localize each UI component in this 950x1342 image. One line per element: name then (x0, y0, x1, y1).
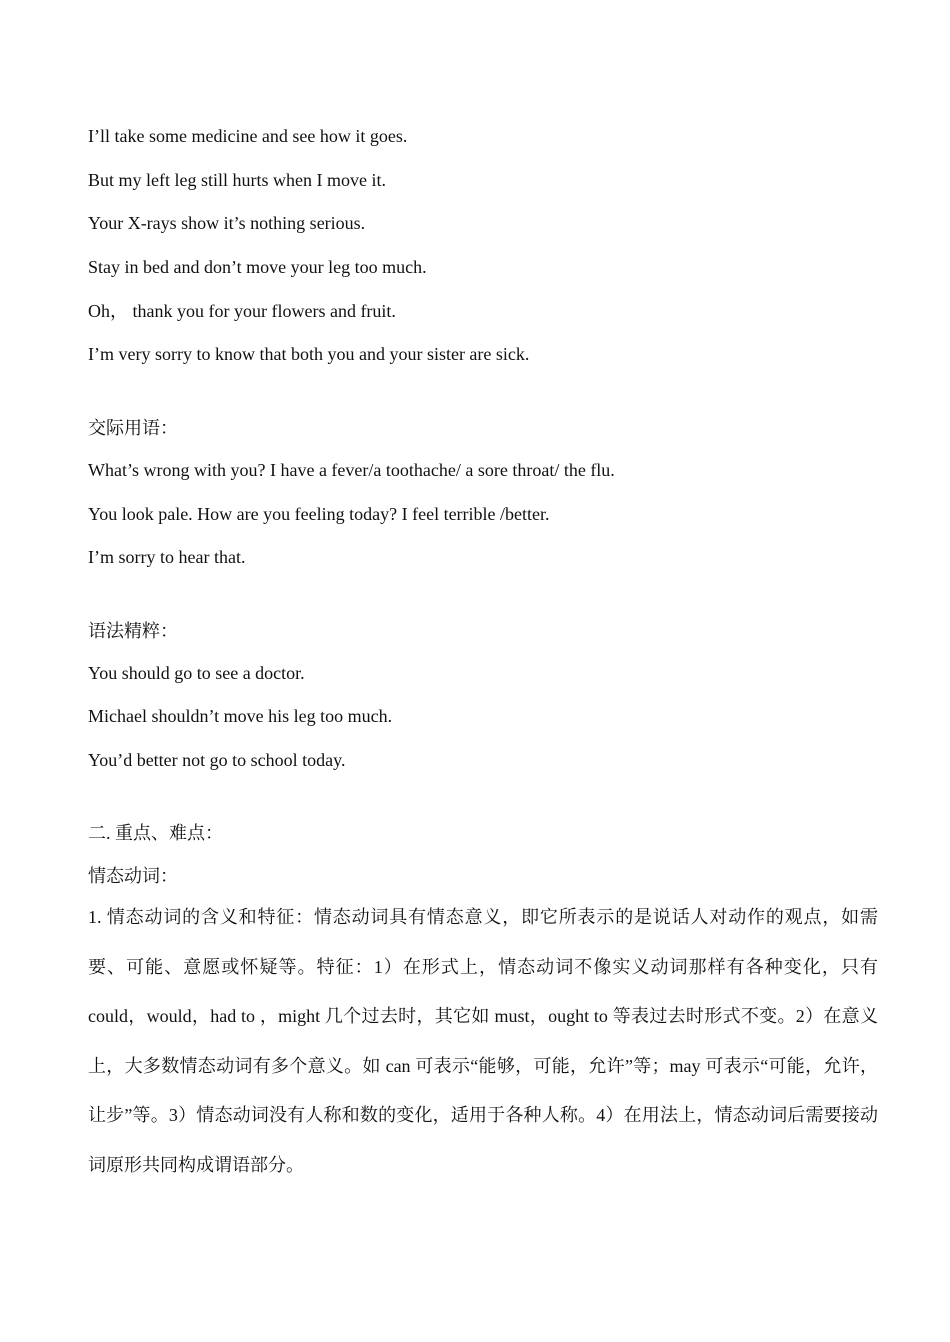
dialogue-line: I’ll take some medicine and see how it goes. (88, 126, 408, 146)
dialogue-line: I’m very sorry to know that both you and your sister are sick. (88, 344, 530, 364)
communication-line: What’s wrong with you? I have a fever/a toothache/ a sore throat/ the flu. (88, 460, 615, 480)
modal-verbs-paragraph: 1. 情态动词的含义和特征：情态动词具有情态意义，即它所表示的是说话人对动作的观点，如需要、可能、意愿或怀疑等。特征：1）在形式上，情态动词不像实义动词那样有各种变化，只有 could，would，had to ，might 几个过去时，其它如 must，ought to 等表过去时形式不变。2）在意义上，大多数情态动词有多个意义。如 can 可表示“能够，可能，允许”等；may 可表示“可能，允许，让步”等。3）情态动词没有人称和数的变化，适用于各种人称。4）在用法上，情态动词后需要接动词原形共同构成谓语部分。 (88, 907, 878, 1175)
modal-verbs-subheading: 情态动词： (88, 866, 178, 886)
dialogue-line: Oh， thank you for your flowers and fruit. (88, 301, 396, 321)
communication-line: You look pale. How are you feeling today? I feel terrible /better. (88, 504, 550, 524)
communication-heading: 交际用语： (88, 418, 178, 438)
grammar-line: Michael shouldn’t move his leg too much. (88, 706, 393, 726)
grammar-heading: 语法精粹： (88, 621, 178, 641)
dialogue-line: Stay in bed and don’t move your leg too much. (88, 257, 427, 277)
dialogue-line: But my left leg still hurts when I move it. (88, 170, 386, 190)
communication-line: I’m sorry to hear that. (88, 547, 246, 567)
grammar-line: You’d better not go to school today. (88, 750, 346, 770)
key-points-heading: 二. 重点、难点： (88, 823, 223, 843)
grammar-line: You should go to see a doctor. (88, 663, 305, 683)
dialogue-line: Your X-rays show it’s nothing serious. (88, 213, 366, 233)
